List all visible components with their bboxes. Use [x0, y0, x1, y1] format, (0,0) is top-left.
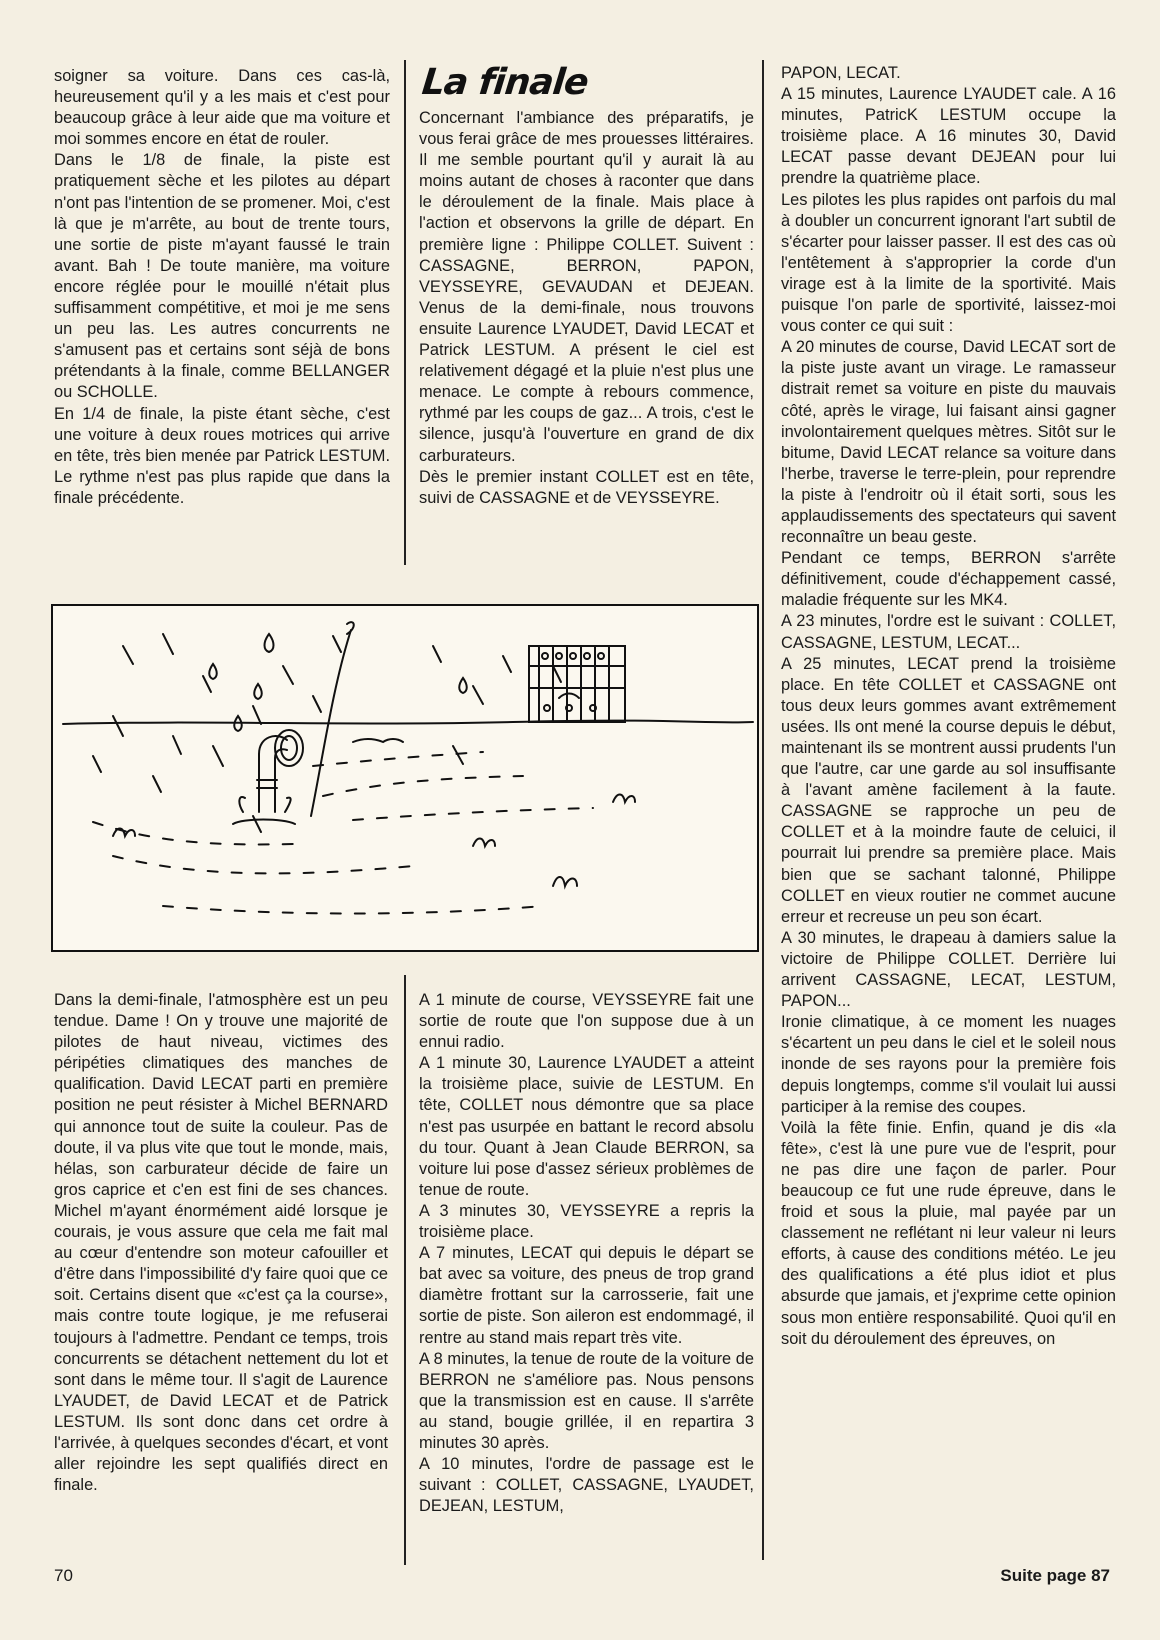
paragraph: A 15 minutes, Laurence LYAUDET cale. A 16 minutes, PatricK LESTUM occupe la troisième place. A 16 minutes 30, David LECAT passe devant DEJEAN pour lui prendre la quatrième place. [781, 85, 1116, 188]
paragraph: Dans le 1/8 de finale, la piste est pratiquement sèche et les pilotes au départ n'ont pas l'intention de se promener. Moi, c'est là que je m'arrête, au bout de trente tours, une sortie de piste m'ayant faussé le train avant. Bah ! De toute manière, ma voiture encore réglée pour le mouillé n'était plus suffisamment compétitive, et moi je me sens un peu las. Les autres concurrents ne s'amusent pas et certains sont séjà de bons prétendants à la finale, comme BELLANGER ou SCHOLLE. [54, 151, 390, 402]
paragraph: A 25 minutes, LECAT prend la troisième place. En tête COLLET et CASSAGNE ont tous deux leurs gommes avant extrêmement usées. Ils ont mené la course depuis le début, maintenant ils se montrent aussi prudents l'un que l'autre, car une garde au sol insuffisante à l'avant amène facilement à la faute. CASSAGNE se rapproche un peu de COLLET et à la moindre faute de celuici, il pourrait lui prendre sa première place. Mais bien que se sachant talonné, Philippe COLLET en vieux routier ne commet aucune erreur et recreuse un peu son écart. [781, 654, 1116, 926]
paragraph: Ironie climatique, à ce moment les nuages s'écartent un peu dans le ciel et le soleil nous inonde de ses rayons pour la première fois depuis longtemps, comme s'il voulait lui aussi participer à la remise des coupes. [781, 1013, 1116, 1116]
paragraph: A 3 minutes 30, VEYSSEYRE a repris la troisième place. [419, 1201, 754, 1242]
paragraph: Dans la demi-finale, l'atmosphère est un peu tendue. Dame ! On y trouve une majorité de pilotes de haut niveau, victimes des péripéties climatiques des manches de qualification. David LECAT parti en première position ne peut résister à Michel BERNARD qui annonce tout de suite la couleur. Pas de doute, il va plus vite que tout le monde, mais, hélas, son carburateur décide de faire un gros caprice et c'en est fini de ses chances. Michel m'ayant énormément aidé lorsque je courais, je vous assure que cela me fait mal au cœur d'entendre son moteur cafouiller et d'être dans l'impossibilité d'y faire quoi que ce soit. Certains disent que «c'est ça la course», mais contre toute logique, je me refuserai toujours à l'admettre. Pendant ce temps, trois concurrents se détachent nettement du lot et sont dans le même tour. Il s'agit de Laurence LYAUDET, de David LECAT et de Patrick LESTUM. Ils sont donc dans cet ordre à l'arrivée, à quelques secondes d'écart, et vont aller rejoindre les sept qualifiés direct en finale. [54, 991, 388, 1495]
rain-puddle-drawing [53, 606, 757, 950]
continuation-note: Suite page 87 [1000, 1566, 1110, 1585]
column-divider [404, 975, 406, 1565]
column-1 [54, 66, 390, 509]
paragraph: Voilà la fête finie. Enfin, quand je dis «la fête», c'est là une pure vue de l'esprit, pour ne pas dire une façon de parler. Pour beaucoup ce fut une rude épreuve, dans le froid et sous la pluie, mal payée par un classement ne reflétant ni leur valeur ni leurs efforts, à cause des conditions météo. Le jeu des qualifications a été plus idiot et plus absurde que jamais, et j'exprime cette opinion sous mon entière responsabilité. Quoi qu'il en soit du déroulement des épreuves, on [781, 1118, 1116, 1348]
paragraph: A 30 minutes, le drapeau à damiers salue la victoire de Philippe COLLET. Derrière lui arrivent CASSAGNE, LECAT, LESTUM, PAPON... [781, 928, 1116, 1011]
column-divider [404, 60, 406, 565]
page-number: 70 [54, 1566, 73, 1585]
cartoon-illustration [51, 604, 759, 952]
paragraph: Concernant l'ambiance des préparatifs, je vous ferai grâce de mes prouesses littéraires. Il me semble pourtant qu'il y aurait là au moins autant de choses à raconter que dans le déroulement de la finale. Mais place à l'action et observons la grille de départ. En première ligne : Philippe COLLET. Suivent : CASSAGNE, BERRON, PAPON, VEYSSEYRE, GEVAUDAN et DEJEAN. Venus de la demi-finale, nous trouvons ensuite Laurence LYAUDET, David LECAT et Patrick LESTUM. A présent le ciel est relativement dégagé et la pluie n'est plus une menace. Le compte à rebours commence, rythmé par les coups de gaz... A trois, c'est le silence, jusqu'à l'ouverture en grand de dix carburateurs. [419, 109, 754, 465]
column-divider [762, 60, 764, 1560]
paragraph: Dès le premier instant COLLET est en tête, suivi de CASSAGNE et de VEYSSEYRE. [419, 467, 754, 507]
paragraph: PAPON, LECAT. [781, 64, 901, 82]
paragraph: A 23 minutes, l'ordre est le suivant : COLLET, CASSAGNE, LESTUM, LECAT... [781, 612, 1116, 652]
column-5 [419, 990, 754, 1517]
section-heading: La finale [420, 62, 590, 103]
paragraph: A 20 minutes de course, David LECAT sort de la piste juste avant un virage. Le ramasseur distrait remet sa voiture en piste du mauvais côté, après le virage, lui faisant ainsi gagner involontairement quelques mètres. Sitôt sur le bitume, David LECAT relance sa voiture dans l'herbe, traverse le terre-plein, pour reprendre la piste à l'endroitr où il était sorti, sous les applaudissements des spectateurs qui savent reconnaître un beau geste. [781, 338, 1116, 547]
column-3 [781, 63, 1116, 1350]
paragraph: soigner sa voiture. Dans ces cas-là, heureusement qu'il y a les mais et c'est pour beaucoup grâce à leur aide que ma voiture et moi sommes encore en état de rouler. [54, 67, 390, 149]
column-2 [419, 108, 754, 509]
paragraph: A 7 minutes, LECAT qui depuis le départ se bat avec sa voiture, des pneus de trop grand diamètre frottant sur la carrosserie, fait une sortie de piste. Son aileron est endommagé, il rentre au stand mais repart très vite. [419, 1244, 754, 1347]
paragraph: En 1/4 de finale, la piste étant sèche, c'est une voiture à deux roues motrices qui arrive en tête, très bien menée par Patrick LESTUM. Le rythme n'est pas plus rapide que dans la finale précédente. [54, 404, 390, 507]
paragraph: A 1 minute 30, Laurence LYAUDET a atteint la troisième place, suivie de LESTUM. En tête, COLLET nous démontre que sa place n'est pas usurpée en battant le record absolu du tour. Quant à Jean Claude BERRON, sa voiture lui pose d'assez sérieux problèmes de tenue de route. [419, 1054, 754, 1199]
column-4 [54, 990, 388, 1496]
paragraph: A 1 minute de course, VEYSSEYRE fait une sortie de route que l'on suppose due à un ennui radio. [419, 991, 754, 1052]
paragraph: Les pilotes les plus rapides ont parfois du mal à doubler un concurrent ignorant l'art subtil de s'écarter pour laisser passer. Il est des cas où l'entêtement à s'approprier la corde d'un virage est à la limite de la sportivité. Mais puisque l'on parle de sportivité, laissez-moi vous conter ce qui suit : [781, 190, 1116, 336]
paragraph: A 10 minutes, l'ordre de passage est le suivant : COLLET, CASSAGNE, LYAUDET, DEJEAN, LESTUM, [419, 1455, 754, 1516]
paragraph: A 8 minutes, la tenue de route de la voiture de BERRON ne s'améliore pas. Nous pensons que la transmission est en cause. Il s'arrête au stand, bougie grillée, il en repartira 3 minutes 30 après. [419, 1349, 754, 1452]
paragraph: Pendant ce temps, BERRON s'arrête définitivement, coude d'échappement cassé, maladie fréquente sur les MK4. [781, 549, 1116, 610]
